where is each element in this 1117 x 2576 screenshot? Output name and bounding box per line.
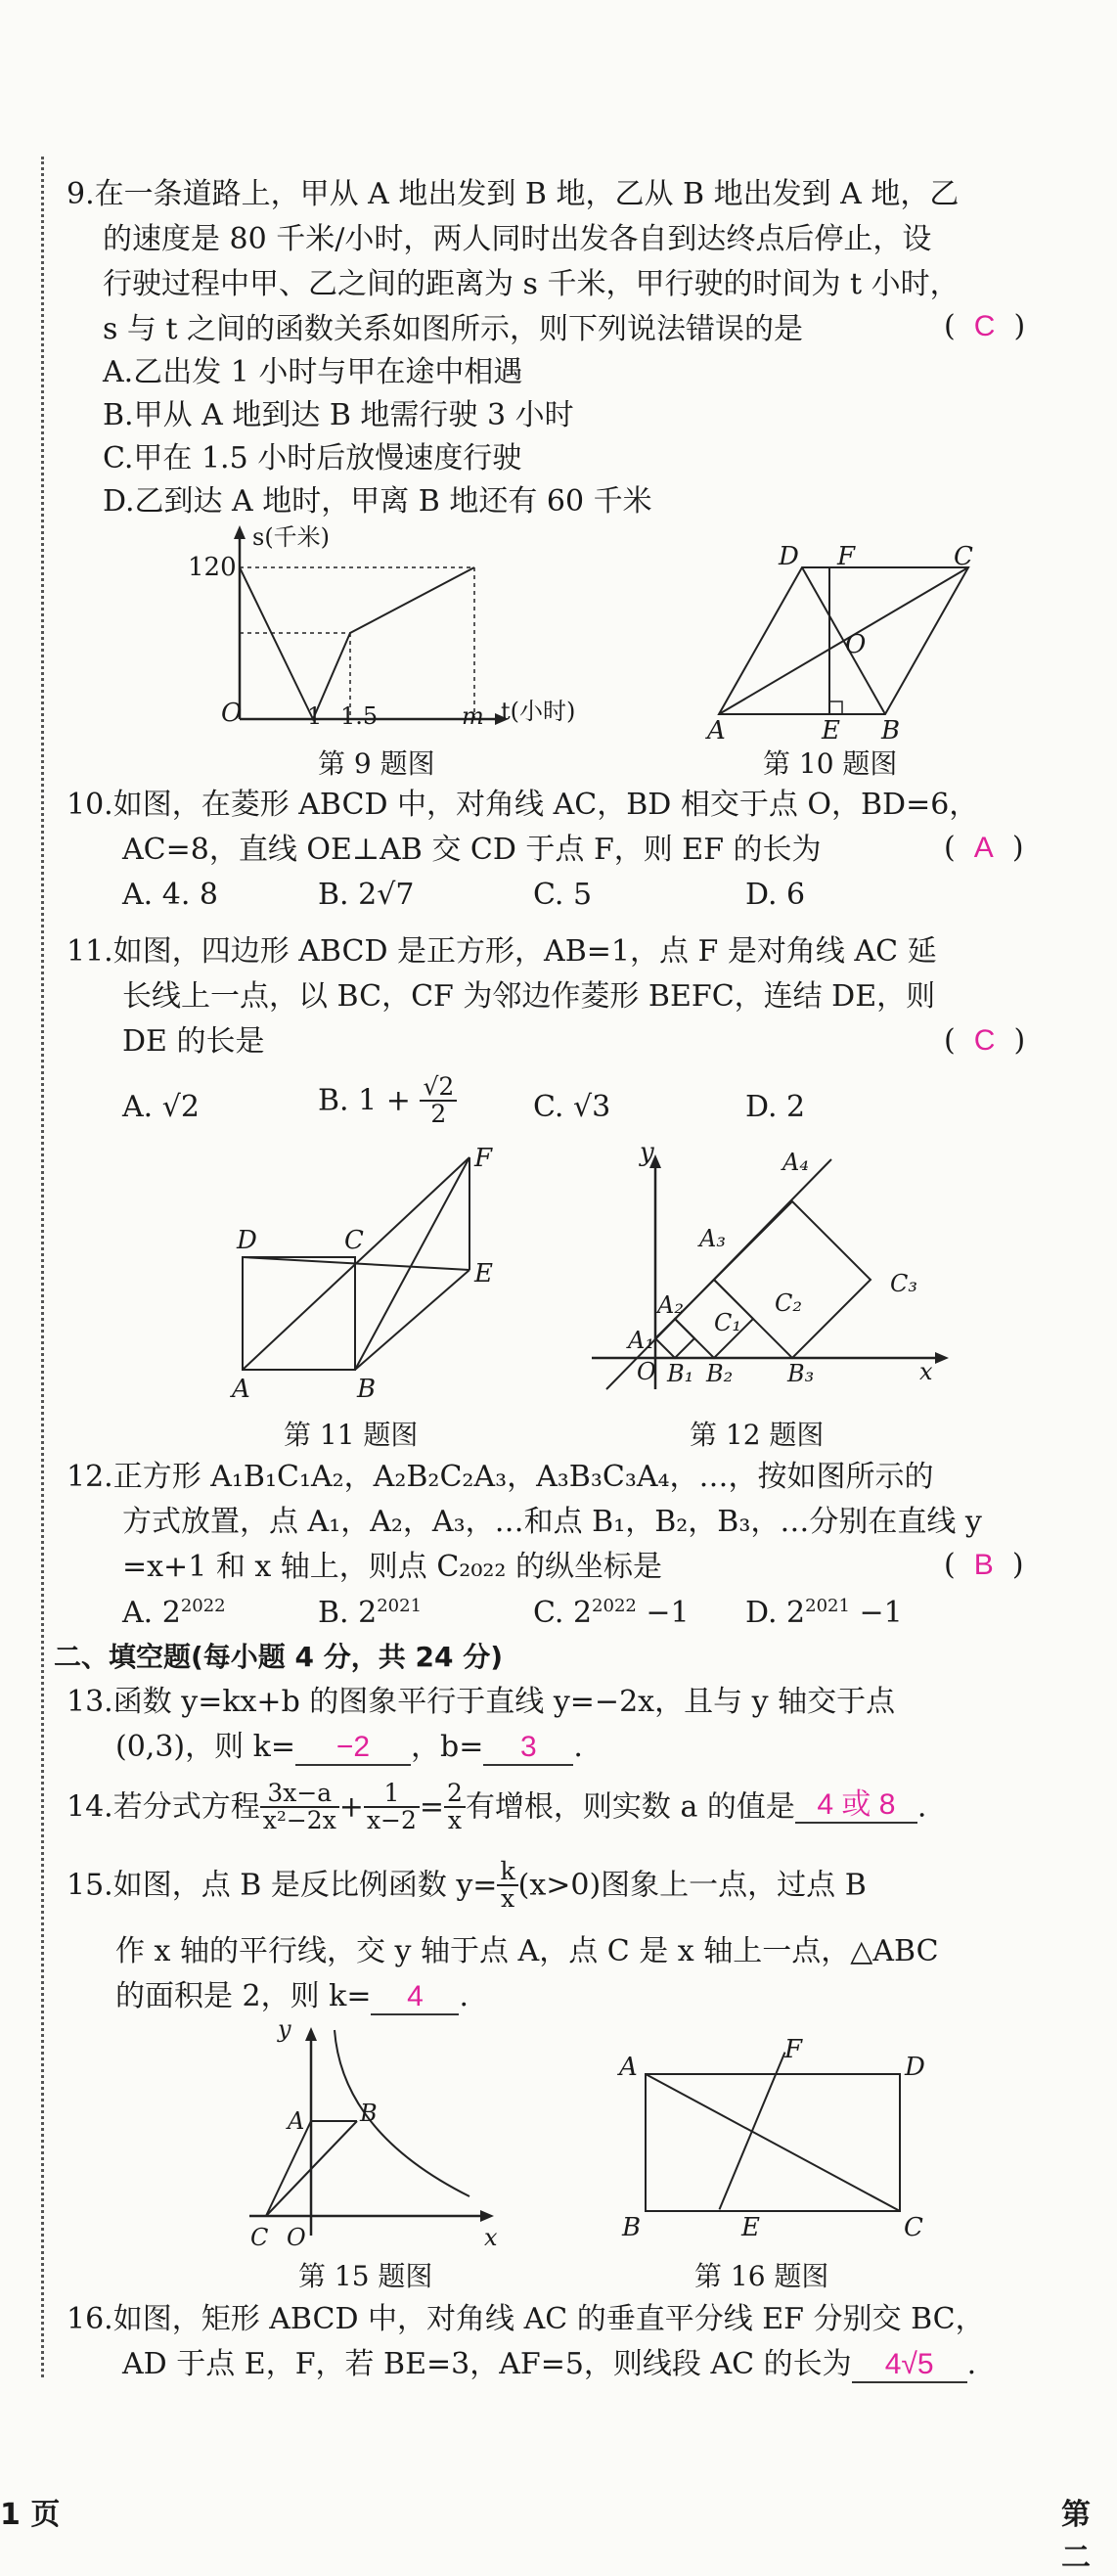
q11-option-b: [318, 1074, 457, 1128]
q15-line-1: [67, 1859, 867, 1913]
q10-answer-paren: ( A ): [944, 831, 1024, 865]
q10-option-d: D. 6: [745, 878, 806, 912]
q10-label-o: O: [845, 630, 867, 659]
q9-option-d: D.乙到达 A 地时，甲离 B 地还有 60 千米: [103, 484, 652, 519]
q12-label-a1: A₁: [628, 1327, 654, 1354]
q12-option-c: [533, 1598, 690, 1628]
q12-label-b3: B₃: [787, 1360, 815, 1387]
q11-label-f: F: [474, 1144, 493, 1173]
q13-blank-b: 3: [483, 1733, 573, 1766]
q15-segment-ca: [266, 2121, 311, 2216]
binding-margin-rule: [41, 157, 44, 2377]
q16-line-2: [122, 2347, 977, 2383]
q9-caption: 第 9 题图: [318, 747, 435, 780]
q16-label-f: F: [784, 2035, 803, 2064]
q11-answer: C: [973, 1024, 996, 1057]
q12-label-a4: A₄: [782, 1149, 809, 1176]
q10-figure: [704, 542, 998, 746]
q12-caption: 第 12 题图: [690, 1419, 825, 1451]
q10-diag-bd: [802, 567, 885, 714]
footer-page-left: 1 页: [0, 2498, 61, 2532]
q9-y-label: s(千米): [252, 523, 331, 551]
q12-option-c-minus: −1: [636, 1596, 690, 1630]
q11-side-be: [355, 1270, 469, 1370]
q9-option-a: A.乙出发 1 小时与甲在途中相遇: [103, 355, 523, 389]
q16-label-c: C: [904, 2213, 923, 2242]
q9-x-tick-1: 1: [307, 702, 323, 730]
q10-label-a: A: [707, 716, 726, 746]
q11-option-b-text: B. 1 +: [318, 1083, 411, 1118]
q14-plus: +: [338, 1789, 364, 1825]
q9-option-b: B.甲从 A 地到达 B 地需行驶 3 小时: [103, 398, 574, 432]
q11-option-b-fraction: [420, 1074, 457, 1128]
q15-text-b: (x>0)图象上一点，过点 B: [517, 1868, 867, 1903]
q15-label-c: C: [250, 2224, 269, 2251]
q9-graph-line: [240, 567, 474, 719]
q15-hyperbola: [335, 2030, 469, 2196]
q15-text-d: .: [459, 1979, 469, 2013]
q15-label-b: B: [360, 2100, 378, 2127]
q13-line-2: [115, 1730, 583, 1766]
q13-line-1: 13.函数 y=kx+b 的图象平行于直线 y=−2x，且与 y 轴交于点: [67, 1685, 896, 1719]
q10-caption: 第 10 题图: [763, 747, 898, 780]
q14-line: [67, 1781, 926, 1834]
footer-page-right: 第二: [1061, 2498, 1091, 2575]
q11-option-c: C. √3: [533, 1090, 611, 1124]
q15-caption: 第 15 题图: [298, 2260, 433, 2292]
q12-option-c-exp: 2022: [592, 1596, 637, 1616]
q11-label-d: D: [237, 1226, 257, 1255]
q9-y-arrow: [234, 525, 246, 539]
q16-label-b: B: [622, 2213, 642, 2242]
q13-blank-k: −2: [295, 1733, 411, 1766]
q10-label-c: C: [954, 542, 973, 571]
q14-eq: =: [419, 1789, 445, 1825]
q11-caption: 第 11 题图: [284, 1419, 419, 1451]
q9-graph: [186, 523, 606, 734]
q10-option-a: A. 4. 8: [122, 878, 218, 912]
q11-line-3: DE 的长是: [122, 1024, 265, 1059]
q11-option-b-numerator: √2: [420, 1074, 457, 1102]
q15-line-3: [115, 1979, 469, 2015]
section-2-heading: 二、填空题(每小题 4 分，共 24 分): [54, 1641, 504, 1673]
q12-option-d: [745, 1598, 903, 1628]
q16-caption: 第 16 题图: [694, 2260, 829, 2292]
q12-label-c2: C₂: [775, 1289, 802, 1317]
q12-label-b2: B₂: [706, 1360, 734, 1387]
q12-answer-paren: ( B ): [944, 1548, 1024, 1582]
q12-option-b: [318, 1598, 422, 1628]
q16-figure: [616, 2035, 949, 2242]
q15-text-a: 15.如图，点 B 是反比例函数 y=: [67, 1868, 498, 1903]
q12-option-d-exp: 2021: [805, 1596, 850, 1616]
q12-square-1: [655, 1319, 694, 1358]
q11-figure: [230, 1145, 504, 1409]
q15-y-arrow: [305, 2027, 317, 2041]
q9-y-tick-120: 120: [188, 553, 237, 582]
q16-line-1: 16.如图，矩形 ABCD 中，对角线 AC 的垂直平分线 EF 分别交 BC，: [67, 2302, 985, 2336]
q9-line-2: 的速度是 80 千米/小时，两人同时出发各自到达终点后停止，设: [103, 222, 932, 256]
q15-f-num: k: [497, 1859, 517, 1886]
q12-option-c-base: C. 2: [533, 1596, 593, 1630]
q11-label-c: C: [344, 1226, 364, 1255]
q12-option-a-exp: 2022: [180, 1596, 226, 1616]
q14-f2-den: x−2: [366, 1806, 417, 1835]
q12-label-y: y: [640, 1138, 654, 1167]
q12-line-2: 方式放置，点 A₁，A₂，A₃，…和点 B₁，B₂，B₃，…分别在直线 y: [122, 1505, 982, 1539]
q11-option-a: A. √2: [122, 1090, 200, 1124]
q10-label-f: F: [837, 542, 856, 571]
q12-label-c1: C₁: [714, 1309, 741, 1336]
q15-figure: [245, 2015, 509, 2251]
q14-f3-den: x: [447, 1806, 463, 1835]
q14-fraction-3: [444, 1781, 466, 1834]
q12-option-a: [122, 1598, 226, 1628]
q15-label-a: A: [288, 2107, 305, 2135]
q12-option-d-base: D. 2: [745, 1596, 806, 1630]
q15-x-arrow: [480, 2210, 494, 2222]
q9-option-c: C.甲在 1.5 小时后放慢速度行驶: [103, 441, 522, 475]
q12-option-b-base: B. 2: [318, 1596, 378, 1630]
q9-answer: C: [973, 310, 996, 342]
q12-label-a2: A₂: [657, 1291, 684, 1319]
q11-line-1: 11.如图，四边形 ABCD 是正方形，AB=1，点 F 是对角线 AC 延: [67, 934, 937, 969]
q14-end: .: [916, 1789, 927, 1825]
q14-f1-num: 3x−a: [260, 1781, 339, 1808]
q10-option-b: B. 2√7: [318, 878, 415, 912]
q16-label-e: E: [741, 2213, 760, 2242]
q12-label-x: x: [919, 1358, 933, 1385]
q12-answer: B: [973, 1549, 994, 1581]
q11-label-b: B: [357, 1375, 377, 1404]
q10-option-c: C. 5: [533, 878, 593, 912]
q10-right-angle: [829, 701, 842, 714]
q14-fraction-1: [260, 1781, 339, 1834]
q12-x-arrow: [935, 1352, 949, 1364]
q12-label-b1: B₁: [667, 1360, 694, 1387]
q13-text-b: ，b=: [410, 1730, 484, 1764]
q15-line-2: 作 x 轴的平行线，交 y 轴于点 A，点 C 是 x 轴上一点，△ABC: [115, 1934, 939, 1968]
q10-label-e: E: [822, 716, 840, 746]
q14-pre: 14.若分式方程: [67, 1789, 260, 1825]
q10-line-1: 10.如图，在菱形 ABCD 中，对角线 AC，BD 相交于点 O，BD=6，: [67, 788, 979, 822]
q12-line-1: 12.正方形 A₁B₁C₁A₂，A₂B₂C₂A₃，A₃B₃C₃A₄，…，按如图所示的: [67, 1460, 934, 1494]
q9-line-1: 9.在一条道路上，甲从 A 地出发到 B 地，乙从 B 地出发到 A 地，乙: [67, 177, 960, 211]
q12-figure: [587, 1138, 968, 1414]
q14-f1-den: x²−2x: [262, 1806, 336, 1835]
q11-line-2: 长线上一点，以 BC，CF 为邻边作菱形 BEFC，连结 DE，则: [122, 979, 936, 1014]
q16-diag-ac: [646, 2074, 900, 2211]
q16-blank: 4√5: [852, 2350, 967, 2383]
q9-line-4: s 与 t 之间的函数关系如图所示，则下列说法错误的是: [103, 312, 804, 346]
q10-label-b: B: [881, 716, 901, 746]
q11-label-a: A: [232, 1375, 250, 1404]
q9-x-tick-1-5: 1.5: [340, 702, 379, 730]
q11-option-b-denominator: 2: [430, 1100, 447, 1129]
q9-origin-label: O: [221, 699, 243, 728]
q16-label-a: A: [619, 2053, 638, 2082]
q9-x-label: t(小时): [501, 698, 576, 725]
q9-answer-paren: ( C ): [944, 309, 1026, 343]
q13-text-c: .: [573, 1730, 583, 1764]
q12-line-3: =x+1 和 x 轴上，则点 C₂₀₂₂ 的纵坐标是: [122, 1550, 662, 1584]
q11-answer-paren: ( C ): [944, 1023, 1026, 1058]
q10-label-d: D: [779, 542, 799, 571]
q9-x-tick-m: m: [462, 702, 484, 730]
q15-fraction: [497, 1859, 517, 1913]
q13-text-a: (0,3)，则 k=: [115, 1730, 295, 1764]
q16-label-d: D: [905, 2053, 925, 2082]
q12-label-o: O: [637, 1358, 656, 1385]
q16-text-b: .: [966, 2347, 977, 2381]
q15-label-y: y: [278, 2015, 291, 2043]
q16-text-a: AD 于点 E，F，若 BE=3，AF=5，则线段 AC 的长为: [122, 2347, 852, 2381]
q14-fraction-2: [364, 1781, 420, 1834]
q15-f-den: x: [500, 1884, 515, 1914]
q12-option-b-exp: 2021: [377, 1596, 423, 1616]
q11-label-e: E: [474, 1259, 493, 1288]
q15-label-o: O: [287, 2224, 306, 2251]
q10-answer: A: [973, 832, 994, 864]
q10-line-2: AC=8，直线 OE⊥AB 交 CD 于点 F，则 EF 的长为: [122, 833, 822, 867]
q12-label-c3: C₃: [890, 1270, 917, 1297]
q14-blank: 4 或 8: [795, 1790, 917, 1824]
q14-f3-num: 2: [444, 1781, 466, 1808]
q15-blank: 4: [371, 1982, 459, 2015]
q14-post: 有增根，则实数 a 的值是: [465, 1789, 795, 1825]
q15-label-x: x: [484, 2224, 498, 2251]
q12-option-a-base: A. 2: [122, 1596, 181, 1630]
q14-f2-num: 1: [364, 1781, 420, 1808]
q9-line-3: 行驶过程中甲、乙之间的距离为 s 千米，甲行驶的时间为 t 小时，: [103, 267, 960, 301]
q15-text-c: 的面积是 2，则 k=: [115, 1979, 372, 2013]
q12-label-a3: A₃: [699, 1225, 726, 1252]
q12-option-d-minus: −1: [849, 1596, 903, 1630]
q11-option-d: D. 2: [745, 1090, 806, 1124]
